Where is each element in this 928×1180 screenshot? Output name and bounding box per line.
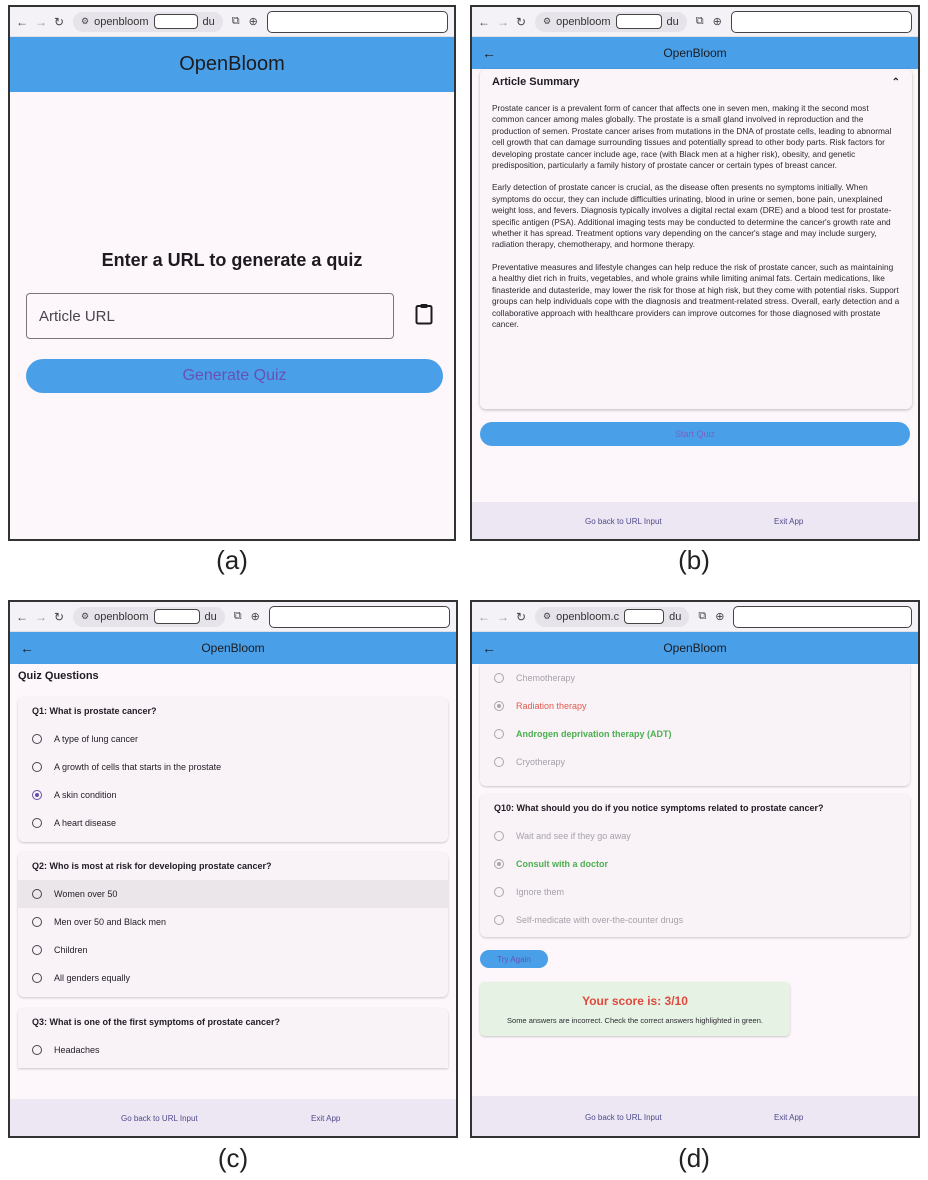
url-prefix: openbloom: [556, 15, 611, 28]
cast-icon[interactable]: ⧉: [233, 610, 242, 622]
answer-option[interactable]: [18, 753, 448, 781]
option-label: Ignore them: [516, 887, 565, 897]
answer-option[interactable]: [18, 1036, 448, 1064]
quiz-questions-heading: Quiz Questions: [18, 670, 99, 682]
question-text: Q1: What is prostate cancer?: [32, 706, 157, 716]
redacted-toolbar-box: [733, 606, 912, 628]
option-label: Headaches: [54, 1045, 100, 1055]
answer-option[interactable]: [18, 880, 448, 908]
back-arrow-icon[interactable]: ←: [482, 640, 496, 656]
radio-icon: [494, 729, 504, 739]
caption-d: (d): [678, 1143, 710, 1173]
back-arrow-icon[interactable]: ←: [16, 609, 28, 624]
radio-icon[interactable]: [32, 734, 42, 744]
exit-app-button[interactable]: Exit App: [311, 1114, 341, 1123]
app-bar: [472, 37, 918, 69]
browser-toolbar: [10, 7, 454, 37]
radio-icon[interactable]: [32, 1045, 42, 1055]
radio-icon: [494, 673, 504, 683]
zoom-icon[interactable]: ⊕: [712, 16, 722, 28]
question-card-q10: [480, 794, 910, 937]
generate-quiz-label: Generate Quiz: [182, 367, 287, 384]
summary-paragraph: Early detection of prostate cancer is crucial, as the disease often presents no symptoms initially. When symptoms do occur, they can include difficulties urinating, blood in urine or semen, bone pain, unexplained weight loss, and fevers. Diagnosis typically involves a digital rectal exam (DRE) and a blood test for prostate-specific antigen (PSA). Additional imaging tests may be conducted to determine the cancer's growth rate and whether it has spread. Treatment options vary depending on the cancer's stage and may include surgery, radiation therapy, chemotherapy, and hormone therapy.: [492, 182, 892, 250]
address-bar[interactable]: [73, 12, 223, 32]
radio-icon[interactable]: [32, 818, 42, 828]
option-label: Androgen deprivation therapy (ADT): [516, 729, 672, 739]
answer-option: [480, 664, 910, 692]
back-to-url-button[interactable]: Go back to URL Input: [585, 1112, 662, 1122]
app-bar: [10, 37, 454, 92]
question-card-q9: [480, 664, 910, 786]
site-settings-icon[interactable]: ⚙: [543, 16, 552, 26]
url-prefix: openbloom: [94, 15, 149, 28]
url-suffix: du: [202, 15, 215, 28]
option-label: Cryotherapy: [516, 757, 566, 767]
forward-arrow-icon[interactable]: →: [497, 609, 509, 624]
start-quiz-label: Start Quiz: [674, 429, 715, 439]
cast-icon[interactable]: ⧉: [231, 15, 240, 27]
option-label: Wait and see if they go away: [516, 831, 631, 841]
summary-paragraph: Prostate cancer is a prevalent form of cancer that affects one in seven men, making it the second most common cancer among males globally. The prostate is a small gland involved in reproduction and the production of semen. Prostate cancer arises from mutations in the DNA of prostate cells, leading to abnormal cell growth that can damage surrounding tissues and potentially spread to other body parts. Risk factors for developing prostate cancer include age, race (with Black men at a higher risk), obesity, and genetic predisposition, particularly a family history of prostate cancer or certain types of breast cancer.: [492, 103, 892, 171]
address-bar[interactable]: [73, 607, 225, 627]
option-label: A type of lung cancer: [54, 734, 139, 744]
app-title: OpenBloom: [663, 46, 727, 60]
option-label: Radiation therapy: [516, 701, 587, 711]
radio-icon[interactable]: [32, 889, 42, 899]
url-prefix: openbloom.c: [556, 610, 620, 623]
answer-option-incorrect: [480, 692, 910, 720]
panel-a: [8, 5, 456, 541]
question-card-q1: [18, 697, 448, 842]
cast-icon[interactable]: ⧉: [695, 15, 704, 27]
try-again-label: Try Again: [497, 954, 531, 964]
app-title: OpenBloom: [663, 641, 727, 655]
article-url-placeholder: Article URL: [39, 307, 115, 325]
summary-title: Article Summary: [492, 76, 580, 88]
option-label: Consult with a doctor: [516, 859, 608, 869]
bottom-nav-bar: [10, 1099, 456, 1138]
answer-option-correct: [480, 720, 910, 748]
url-suffix: du: [204, 610, 217, 623]
zoom-icon[interactable]: ⊕: [248, 16, 258, 28]
answer-option[interactable]: [18, 809, 448, 837]
panel-d: [470, 600, 920, 1138]
caption-b: (b): [678, 545, 710, 575]
reload-icon[interactable]: ↻: [516, 14, 527, 29]
answer-option[interactable]: [18, 964, 448, 992]
article-url-input[interactable]: [26, 293, 394, 339]
browser-toolbar: [10, 602, 456, 632]
cast-icon[interactable]: ⧉: [698, 610, 707, 622]
url-prompt-heading: Enter a URL to generate a quiz: [101, 250, 363, 270]
collapse-chevron-icon[interactable]: ⌃: [891, 76, 900, 88]
site-settings-icon[interactable]: ⚙: [81, 611, 90, 621]
option-label: A growth of cells that starts in the prostate: [54, 762, 222, 772]
option-label: All genders equally: [54, 973, 131, 983]
question-text: Q10: What should you do if you notice symptoms related to prostate cancer?: [494, 803, 824, 813]
redacted-box: [154, 14, 198, 29]
zoom-icon[interactable]: ⊕: [250, 611, 260, 623]
redacted-box: [616, 14, 662, 29]
radio-icon[interactable]: [32, 945, 42, 955]
back-arrow-icon[interactable]: ←: [20, 640, 34, 656]
forward-arrow-icon[interactable]: →: [35, 14, 47, 29]
redacted-box: [154, 609, 200, 624]
option-label: Men over 50 and Black men: [54, 917, 167, 927]
option-label: A heart disease: [54, 818, 117, 828]
radio-icon[interactable]: [32, 917, 42, 927]
url-suffix: du: [669, 610, 682, 623]
score-note: Some answers are incorrect. Check the correct answers highlighted in green.: [507, 1016, 763, 1025]
back-arrow-icon[interactable]: ←: [478, 14, 490, 29]
summary-header[interactable]: [492, 69, 900, 95]
redacted-box: [624, 609, 664, 624]
option-label: Self-medicate with over-the-counter drugs: [516, 915, 684, 925]
forward-arrow-icon[interactable]: →: [497, 14, 509, 29]
answer-option: [480, 748, 910, 776]
redacted-toolbar-box: [731, 11, 912, 33]
forward-arrow-icon[interactable]: →: [35, 609, 47, 624]
radio-icon[interactable]: [32, 762, 42, 772]
site-settings-icon[interactable]: ⚙: [81, 16, 90, 26]
option-label: Children: [54, 945, 88, 955]
radio-icon: [494, 915, 504, 925]
reload-icon[interactable]: ↻: [54, 609, 65, 624]
radio-selected-icon: [494, 701, 504, 711]
radio-selected-icon: [494, 859, 504, 869]
answer-option: [480, 878, 910, 906]
question-text: Q2: Who is most at risk for developing prostate cancer?: [32, 861, 272, 871]
url-prefix: openbloom: [94, 610, 149, 623]
bottom-nav-bar: [472, 1096, 918, 1138]
generate-quiz-button[interactable]: [26, 359, 443, 393]
panel-b: [470, 5, 920, 541]
exit-app-button[interactable]: Exit App: [774, 1112, 804, 1122]
question-text: Q3: What is one of the first symptoms of prostate cancer?: [32, 1017, 281, 1027]
caption-a: (a): [216, 545, 248, 575]
panel-c: [8, 600, 458, 1138]
question-card-q2: [18, 852, 448, 997]
zoom-icon[interactable]: ⊕: [715, 611, 725, 623]
reload-icon[interactable]: ↻: [54, 14, 65, 29]
app-title: OpenBloom: [201, 641, 265, 655]
url-suffix: du: [666, 15, 679, 28]
radio-icon: [494, 757, 504, 767]
answer-option[interactable]: [18, 936, 448, 964]
answer-option-correct: [480, 850, 910, 878]
option-label: A skin condition: [54, 790, 117, 800]
bottom-nav-bar: [472, 502, 918, 541]
score-title: Your score is: 3/10: [582, 994, 688, 1008]
redacted-toolbar-box: [267, 11, 448, 33]
redacted-toolbar-box: [269, 606, 450, 628]
paste-clipboard-icon[interactable]: [415, 303, 433, 325]
option-label: Chemotherapy: [516, 673, 576, 683]
score-card: [480, 982, 790, 1036]
reload-icon[interactable]: ↻: [516, 609, 527, 624]
summary-paragraph: Preventative measures and lifestyle changes can help reduce the risk of prostate cancer, such as maintaining a healthy diet rich in fruits, vegetables, and whole grains while limiting animal fats. Certain medications, like finasteride and dutasteride, may lower the risk for those at high risk, but they come with potential risks. Support groups can help individuals cope with the diagnosis and treatment-related stress. Overall, early detection and a collaborative approach with healthcare providers can improve outcomes for those diagnosed with prostate cancer.: [492, 261, 900, 329]
question-card-q3: [18, 1008, 448, 1068]
try-again-button[interactable]: [480, 950, 548, 968]
app-bar: [472, 632, 918, 664]
radio-selected-icon[interactable]: [32, 790, 42, 800]
exit-app-button[interactable]: Exit App: [774, 517, 804, 526]
browser-toolbar: [472, 7, 918, 37]
address-bar[interactable]: [535, 607, 689, 627]
answer-option: [480, 906, 910, 934]
radio-icon: [494, 887, 504, 897]
answer-option[interactable]: [18, 908, 448, 936]
answer-option[interactable]: [18, 781, 448, 809]
answer-option: [480, 822, 910, 850]
back-arrow-icon[interactable]: ←: [482, 45, 496, 61]
site-settings-icon[interactable]: ⚙: [543, 611, 552, 621]
back-arrow-icon[interactable]: ←: [478, 609, 490, 624]
back-to-url-button[interactable]: Go back to URL Input: [121, 1114, 198, 1123]
start-quiz-button[interactable]: [480, 422, 910, 446]
app-title: OpenBloom: [179, 53, 285, 75]
app-bar: [10, 632, 456, 664]
answer-option[interactable]: [18, 725, 448, 753]
article-summary-card: [480, 69, 912, 409]
radio-icon: [494, 831, 504, 841]
caption-c: (c): [217, 1143, 249, 1173]
browser-toolbar: [472, 602, 918, 632]
option-label: Women over 50: [54, 889, 118, 899]
back-to-url-button[interactable]: Go back to URL Input: [585, 517, 662, 526]
radio-icon[interactable]: [32, 973, 42, 983]
address-bar[interactable]: [535, 12, 687, 32]
back-arrow-icon[interactable]: ←: [16, 14, 28, 29]
